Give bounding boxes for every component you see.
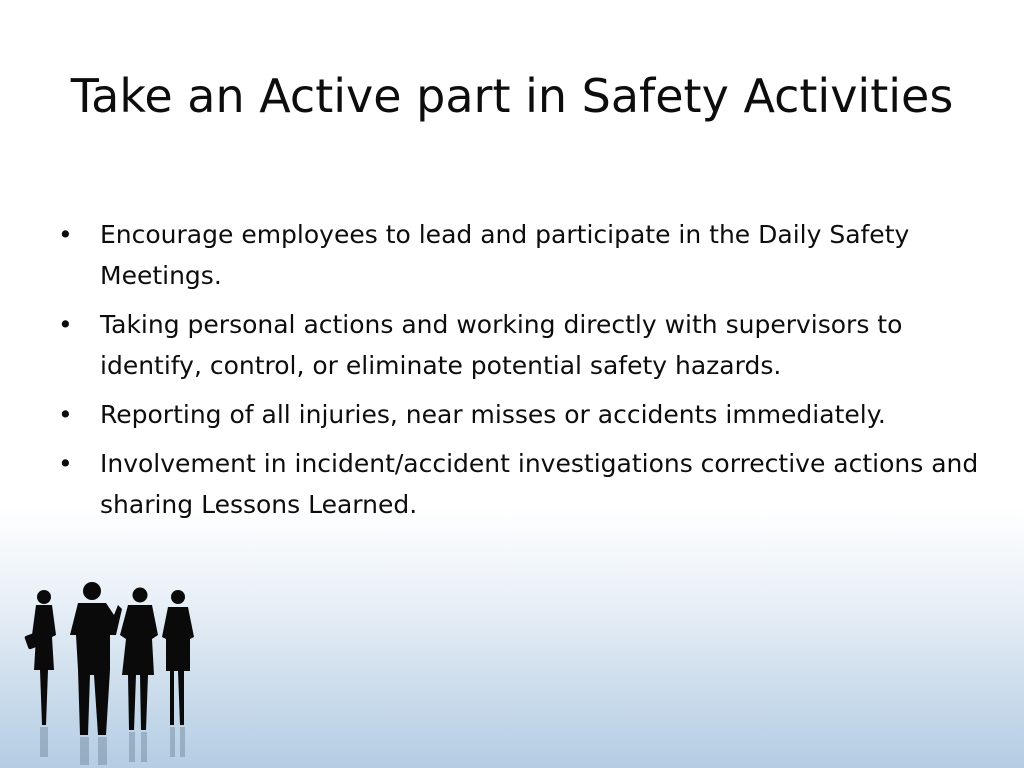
bullet-icon: • [58, 449, 73, 478]
slide-title: Take an Active part in Safety Activities [70, 69, 954, 123]
bullet-text: Encourage employees to lead and participate in the Daily Safety Meetings. [100, 220, 910, 290]
bullet-icon: • [58, 220, 73, 249]
bullet-item [56, 214, 986, 296]
bullet-icon: • [58, 400, 73, 429]
bullet-text: Involvement in incident/accident investigations corrective actions and sharing Lessons Learned. [100, 449, 979, 519]
bullet-text: Taking personal actions and working directly with supervisors to identify, control, or eliminate potential safety hazards. [100, 310, 903, 380]
bullet-item [56, 443, 986, 525]
bullet-item [56, 304, 986, 386]
bullet-item [56, 394, 986, 435]
bullet-icon: • [58, 310, 73, 339]
business-people-silhouette-icon [18, 575, 208, 768]
bullet-list [56, 214, 986, 533]
bullet-text: Reporting of all injuries, near misses or accidents immediately. [100, 400, 886, 429]
